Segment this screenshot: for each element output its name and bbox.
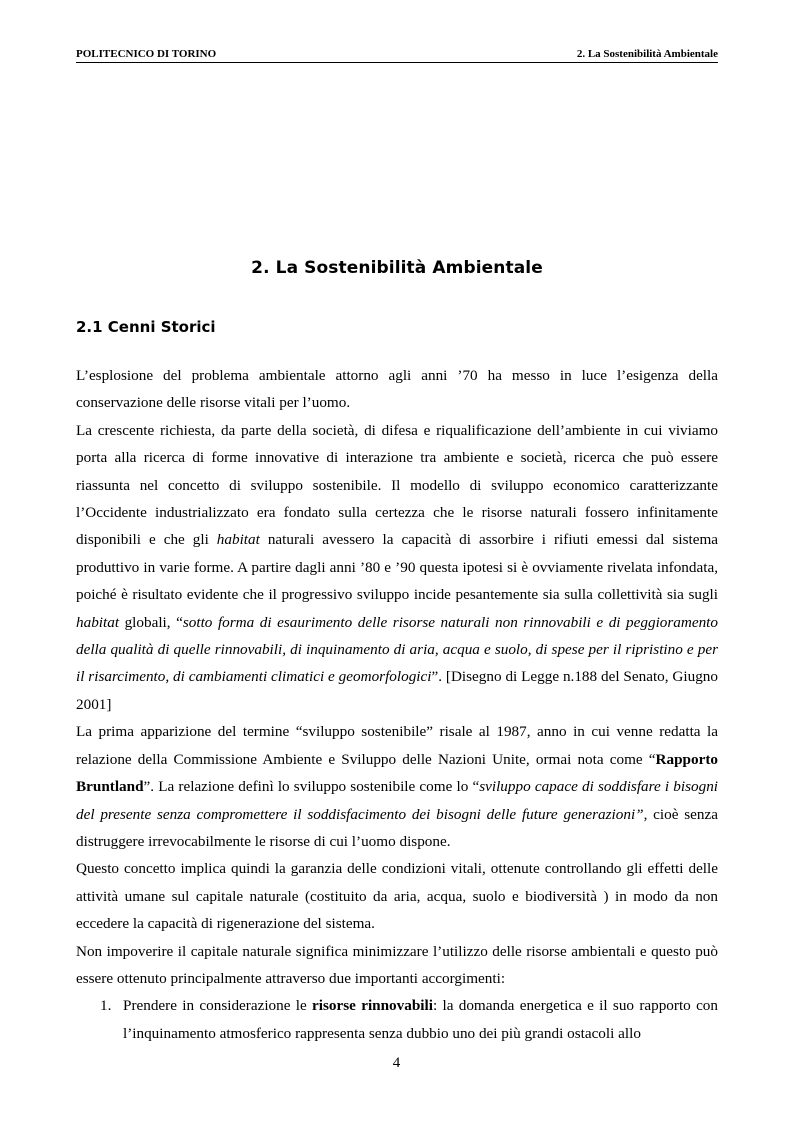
paragraph-2: La crescente richiesta, da parte della società, di difesa e riqualificazione dell’ambiente in cui viviamo porta alla ricerca di forme innovative di interazione tra ambiente e società, ricerca che può essere riassunta nel concetto di sviluppo sostenibile. Il modello di sviluppo economico caratterizzante l’Occidente industrializzato era fondato sulla certezza che le risorse naturali fossero infinitamente disponibili e che gli habitat naturali avessero la capacità di assorbire i rifiuti emessi dal sistema produttivo in varie forme. A partire dagli anni ’80 e ’90 questa ipotesi si è ovviamente rivelata infondata, poiché è risultato evidente che il progressivo sviluppo incide pesantemente sia sulla collettività sia sugli habitat globali, “sotto forma di esaurimento delle risorse naturali non rinnovabili e di peggioramento della qualità di quelle rinnovabili, di inquinamento di aria, acqua e suolo, di spese per il ripristino e per il risarcimento, di cambiamenti climatici e geomorfologici”. [Disegno di Legge n.188 del Senato, Giugno 2001]	[76, 421, 719, 713]
paragraph-1: L’esplosione del problema ambientale attorno agli anni ’70 ha messo in luce l’esigenza della conservazione delle risorse vitali per l’uomo.	[76, 367, 718, 412]
list-item-number: 1.	[100, 997, 112, 1015]
paragraph-5: Non impoverire il capitale naturale significa minimizzare l’utilizzo delle risorse ambientali e questo può essere ottenuto principalmente attraverso due importanti accorgimenti:	[76, 942, 718, 987]
running-header	[76, 48, 718, 63]
numbered-list	[76, 992, 718, 1047]
body-text	[76, 362, 718, 1047]
chapter-title: 2. La Sostenibilità Ambientale	[251, 258, 543, 278]
page-number: 4	[392, 1055, 401, 1071]
paragraph-4: Questo concetto implica quindi la garanzia delle condizioni vitali, ottenute controllando gli effetti delle attività umane sul capitale naturale (costituito da aria, acqua, suolo e biodiversità ) in modo da non eccedere la capacità di rigenerazione del sistema.	[76, 860, 718, 933]
header-chapter: 2. La Sostenibilità Ambientale	[576, 48, 718, 60]
section-title: 2.1 Cenni Storici	[76, 318, 216, 336]
list-item: 1. Prendere in considerazione le risorse rinnovabili: la domanda energetica e il suo rapporto con l’inquinamento atmosferico rappresenta senza dubbio uno dei più grandi ostacoli allo	[76, 992, 718, 1047]
header-institution: POLITECNICO DI TORINO	[76, 48, 217, 60]
paragraph-3: La prima apparizione del termine “sviluppo sostenibile” risale al 1987, anno in cui venne redatta la relazione della Commissione Ambiente e Sviluppo delle Nazioni Unite, ormai nota come “Rapporto Bruntland”. La relazione definì lo sviluppo sostenibile come lo “sviluppo capace di soddisfare i bisogni del presente senza compromettere il soddisfacimento dei bisogni delle future generazioni”, cioè senza distruggere irrevocabilmente le risorse di cui l’uomo dispone.	[76, 723, 719, 850]
